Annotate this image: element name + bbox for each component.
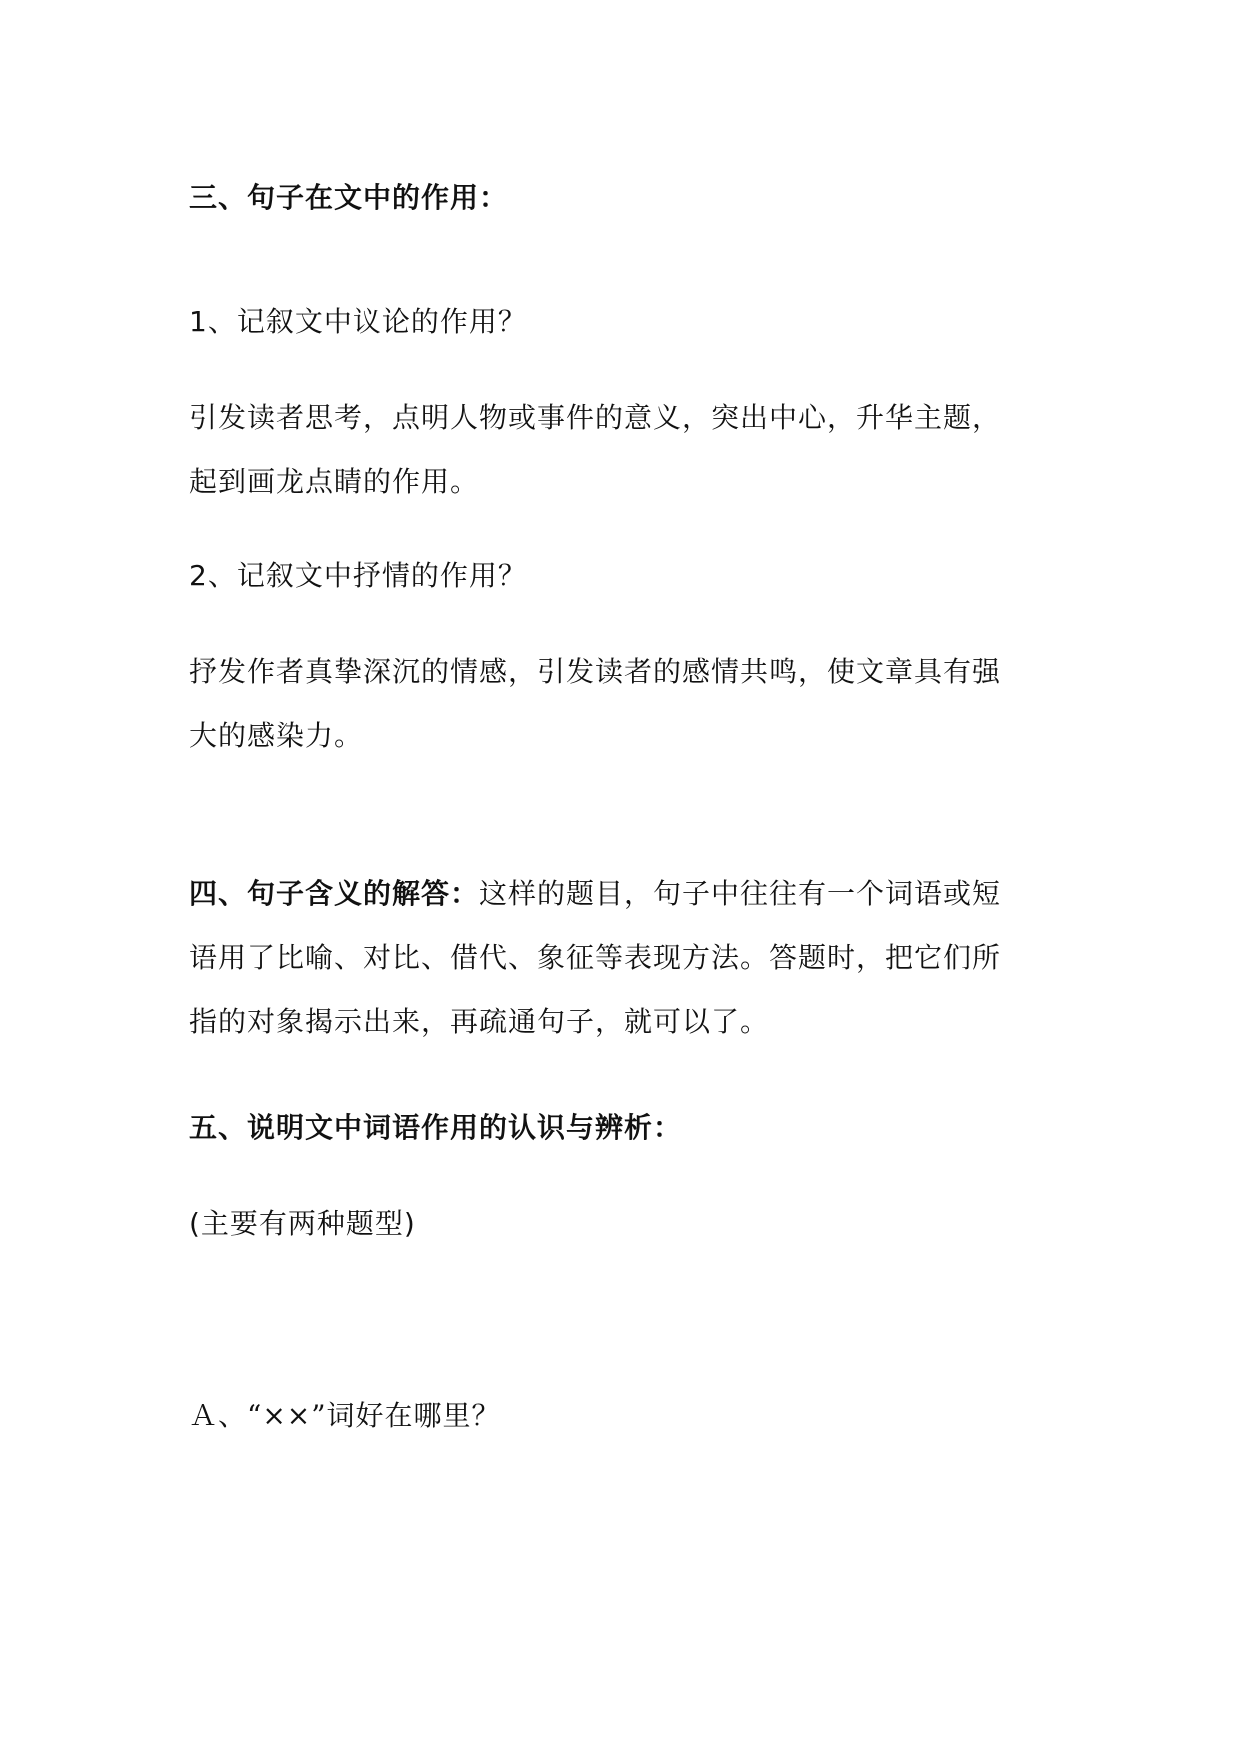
item-a-question: Ａ、“××”词好在哪里？	[189, 1399, 501, 1432]
section-4-heading: 四、句子含义的解答：	[189, 877, 480, 910]
question-1: 1、记叙文中议论的作用？	[189, 305, 527, 338]
answer-2-line-1: 抒发作者真挚深沉的情感，引发读者的感情共鸣，使文章具有强	[189, 655, 1002, 688]
section-5-note: (主要有两种题型)	[189, 1207, 416, 1240]
answer-1-line-2: 起到画龙点睛的作用。	[189, 465, 480, 498]
answer-1-line-1: 引发读者思考，点明人物或事件的意义，突出中心，升华主题，	[189, 401, 1002, 434]
section-4-text-line-1: 这样的题目，句子中往往有一个词语或短	[479, 877, 1002, 910]
section-5-heading: 五、说明文中词语作用的认识与辨析：	[189, 1111, 683, 1144]
answer-2-line-2: 大的感染力。	[189, 719, 364, 752]
question-2: 2、记叙文中抒情的作用？	[189, 559, 527, 592]
section-4-paragraph-line-1	[189, 874, 1001, 914]
section-3-heading: 三、句子在文中的作用：	[189, 181, 509, 214]
section-4-text-line-2: 语用了比喻、对比、借代、象征等表现方法。答题时，把它们所	[189, 941, 1002, 974]
section-4-text-line-3: 指的对象揭示出来，再疏通句子，就可以了。	[189, 1005, 770, 1038]
